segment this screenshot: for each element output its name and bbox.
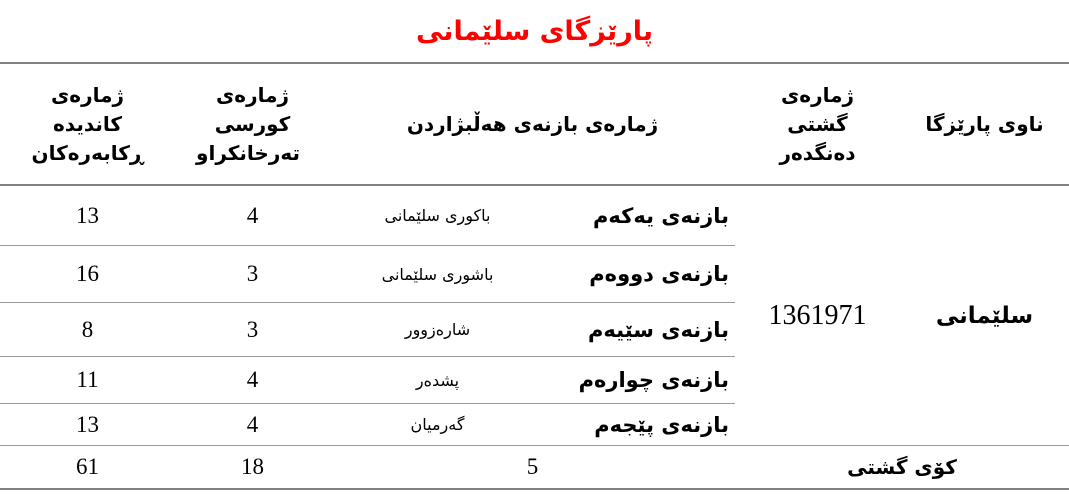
total-voters-cell: 1361971: [768, 299, 867, 331]
header-total-voters: ژمارەی گشتی دەنگدەر: [735, 63, 900, 185]
grand-total-label: کۆی گشتی: [735, 446, 1069, 490]
candidates-cell: 16: [0, 246, 175, 303]
seats-cell: 3: [175, 303, 330, 357]
district-area-cell: باکوری سلێمانی: [330, 185, 545, 246]
candidates-total-cell: 61: [0, 446, 175, 490]
seats-cell: 4: [175, 185, 330, 246]
district-area-cell: گەرمیان: [330, 404, 545, 446]
header-competing-candidates: ژمارەی کاندیدە ڕکابەرەکان: [0, 63, 175, 185]
governorate-name-cell: سلێمانی: [935, 302, 1034, 329]
seats-total-cell: 18: [175, 446, 330, 490]
district-name-cell: بازنەی دووەم: [545, 246, 735, 303]
district-area-cell: باشوری سلێمانی: [330, 246, 545, 303]
seats-cell: 4: [175, 357, 330, 404]
district-area-cell: پشدەر: [330, 357, 545, 404]
header-allocated-seats: ژمارەی کورسی تەرخانکراو: [175, 63, 330, 185]
district-name-cell: بازنەی یەکەم: [545, 185, 735, 246]
page-title: پارێزگای سلێمانی: [415, 15, 654, 47]
table-header-row: [0, 63, 1069, 185]
header-election-districts: ژمارەی بازنەی هەڵبژاردن: [330, 63, 735, 185]
candidates-cell: 13: [0, 404, 175, 446]
election-results-table: [0, 62, 1069, 490]
seats-cell: 4: [175, 404, 330, 446]
seats-cell: 3: [175, 246, 330, 303]
table-row: [0, 185, 1069, 246]
candidates-cell: 13: [0, 185, 175, 246]
district-area-cell: شارەزوور: [330, 303, 545, 357]
table-footer-row: [0, 446, 1069, 490]
districts-total-cell: 5: [330, 446, 735, 490]
district-name-cell: بازنەی چوارەم: [545, 357, 735, 404]
candidates-cell: 8: [0, 303, 175, 357]
district-name-cell: بازنەی سێیەم: [545, 303, 735, 357]
candidates-cell: 11: [0, 357, 175, 404]
header-governorate-name: ناوی پارێزگا: [900, 63, 1069, 185]
district-name-cell: بازنەی پێجەم: [545, 404, 735, 446]
